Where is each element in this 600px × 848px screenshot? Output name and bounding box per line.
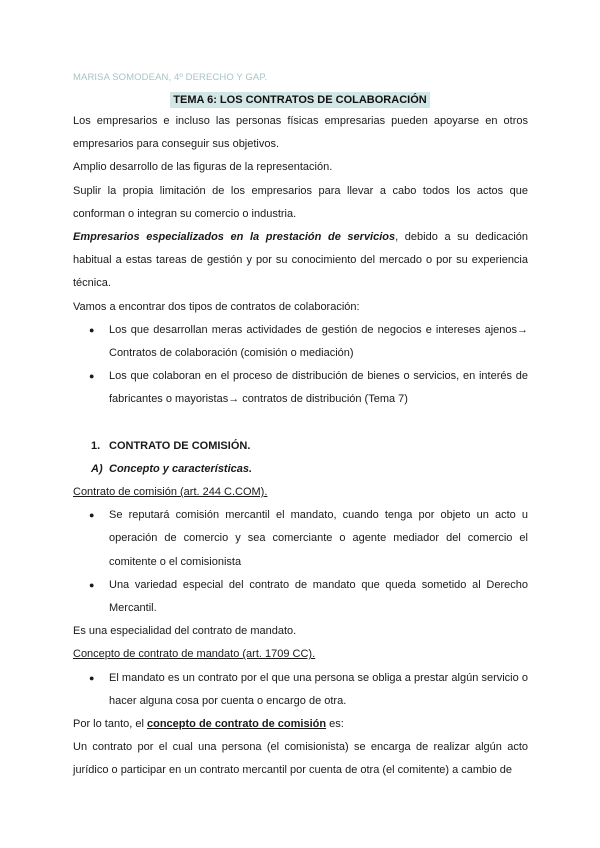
bullet-icon: ●	[89, 371, 95, 382]
intro-paragraph-4-rest: , debido a su dedicación habitual a estas tareas de gestión y por su conocimiento del mercado o por su experiencia técnica.	[73, 231, 528, 290]
comision-note: Es una especialidad del contrato de mandato.	[73, 625, 297, 638]
section-heading	[73, 435, 528, 458]
section-number: 1.	[91, 439, 101, 452]
bullet-icon: ●	[89, 672, 95, 683]
list-item-text: Una variedad especial del contrato de mandato que queda sometido al Derecho Mercantil.	[109, 578, 528, 615]
bullet-icon: ●	[89, 579, 95, 590]
emphasis-text: Empresarios especializados en la prestación de servicios	[73, 231, 396, 244]
document-body	[73, 110, 528, 783]
list-item	[73, 574, 528, 620]
list-item	[73, 504, 528, 574]
subsection-title: Concepto y características.	[109, 462, 253, 475]
list-item	[73, 365, 528, 411]
list-item-text: Se reputará comisión mercantil el mandato, cuando tenga por objeto un acto u operación de comercio y sea comerciante o agente mediador del comercio el comitente o el comisionista	[109, 509, 528, 568]
conclusion-lead	[73, 713, 528, 736]
intro-paragraph-3: Suplir la propia limitación de los empresarios para llevar a cabo todos los actos que conforman o integran su comercio o industria.	[73, 184, 528, 220]
comision-heading: Contrato de comisión (art. 244 C.COM).	[73, 486, 268, 499]
bullet-icon: ●	[89, 324, 95, 335]
mandato-list	[73, 667, 528, 713]
spacer	[73, 412, 528, 435]
mandato-heading: Concepto de contrato de mandato (art. 1709 CC).	[73, 648, 316, 661]
collaboration-types-list	[73, 319, 528, 412]
conclusion-lead-text: Por lo tanto, el	[73, 718, 147, 731]
conclusion-text: Un contrato por el cual una persona (el comisionista) se encarga de realizar algún acto jurídico o participar en un contrato mercantil por cuenta de otra (el comitente) a cambio de	[73, 741, 528, 777]
list-item-text: Los que colaboran en el proceso de distribución de bienes o servicios, en interés de fabricantes o mayoristas→ contratos de distribución (Tema 7)	[109, 370, 528, 406]
list-item-text: Los que desarrollan meras actividades de gestión de negocios e intereses ajenos→ Contratos de colaboración (comisión o mediación)	[109, 323, 528, 360]
title-wrapper	[0, 90, 600, 108]
intro-paragraph-5: Vamos a encontrar dos tipos de contratos de colaboración:	[73, 300, 360, 313]
subsection-heading	[73, 458, 528, 481]
list-item	[73, 667, 528, 713]
comision-list	[73, 504, 528, 620]
list-item-text: El mandato es un contrato por el que una persona se obliga a prestar algún servicio o hacer alguna cosa por cuenta o encargo de otra.	[109, 671, 528, 707]
list-item	[73, 319, 528, 365]
intro-paragraph-1: Los empresarios e incluso las personas físicas empresarias pueden apoyarse en otros empresarios para conseguir sus objetivos.	[73, 115, 528, 151]
intro-paragraph-4	[73, 226, 528, 296]
conclusion-term: concepto de contrato de comisión	[147, 718, 327, 731]
subsection-number: A)	[91, 462, 103, 475]
page-title: TEMA 6: LOS CONTRATOS DE COLABORACIÓN	[170, 92, 429, 108]
intro-paragraph-2: Amplio desarrollo de las figuras de la representación.	[73, 161, 333, 174]
conclusion-tail-text: es:	[326, 718, 344, 731]
section-title: CONTRATO DE COMISIÓN.	[109, 439, 251, 452]
page-header-author: MARISA SOMODEAN, 4º DERECHO Y GAP.	[73, 72, 268, 83]
bullet-icon: ●	[89, 510, 95, 521]
